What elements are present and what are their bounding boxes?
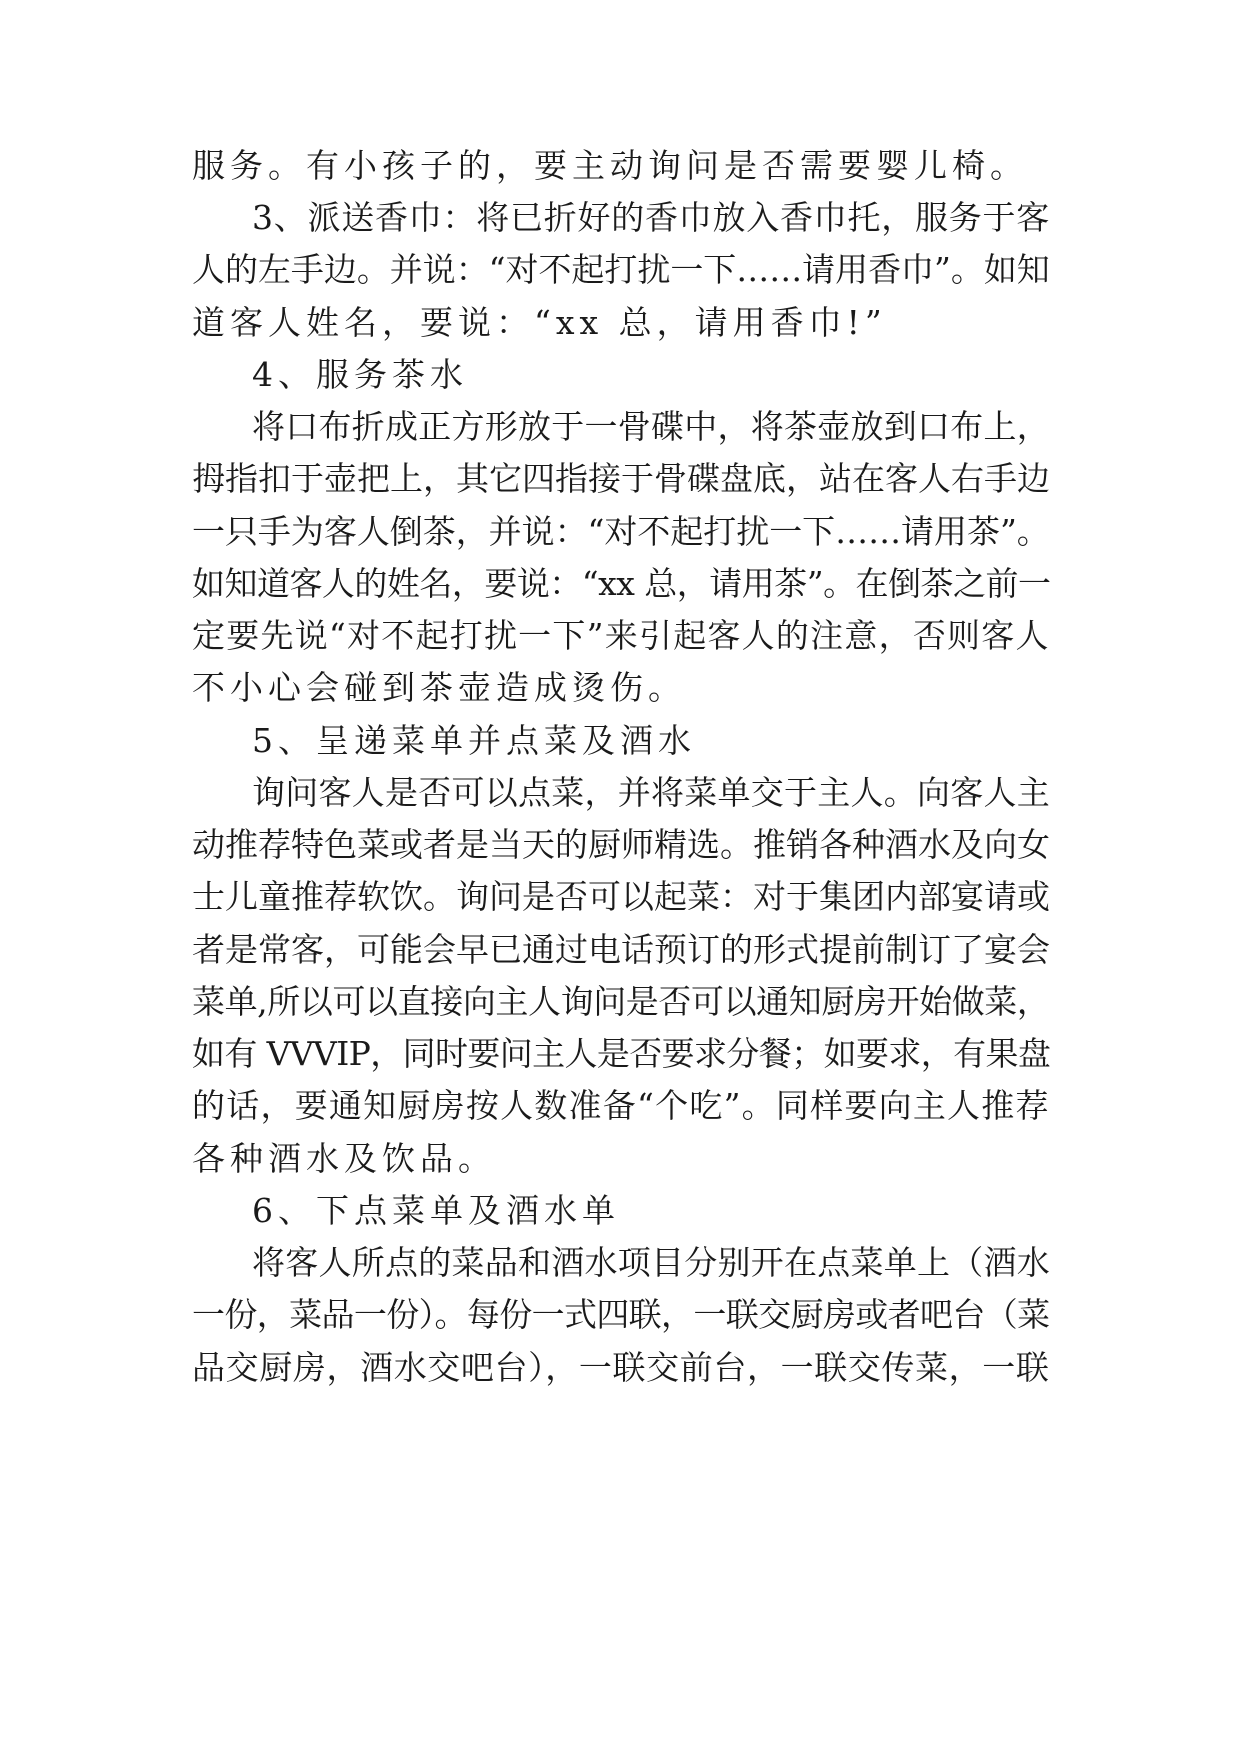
- section-heading: 5、呈递菜单并点菜及酒水: [252, 721, 696, 760]
- text-line: 将客人所点的菜品和酒水项目分别开在点菜单上（酒水: [252, 1243, 1050, 1282]
- text-line: 定要先说“对不起打扰一下”来引起客人的注意，否则客人: [192, 616, 1050, 655]
- text-line: 如知道客人的姓名，要说：“xx 总，请用茶”。在倒茶之前一: [192, 564, 1051, 603]
- text-line: 询问客人是否可以点菜，并将菜单交于主人。向客人主: [252, 773, 1050, 812]
- text-line: 拇指扣于壶把上，其它四指接于骨碟盘底，站在客人右手边: [192, 459, 1050, 498]
- text-line: 一只手为客人倒茶，并说：“对不起打扰一下……请用茶”。: [192, 512, 1050, 551]
- text-line: 如有 VVVIP，同时要问主人是否要求分餐；如要求，有果盘: [192, 1034, 1051, 1073]
- text-line: 品交厨房，酒水交吧台），一联交前台，一联交传菜，一联: [192, 1348, 1050, 1387]
- text-line: 各种酒水及饮品。: [192, 1139, 496, 1178]
- section-heading: 6、下点菜单及酒水单: [252, 1191, 620, 1230]
- text-line: 将口布折成正方形放于一骨碟中，将茶壶放到口布上，: [252, 407, 1050, 446]
- text-line: 士儿童推荐软饮。询问是否可以起菜：对于集团内部宴请或: [192, 877, 1050, 916]
- text-line: 人的左手边。并说：“对不起打扰一下……请用香巾”。如知: [192, 250, 1050, 289]
- text-line: 者是常客，可能会早已通过电话预订的形式提前制订了宴会: [192, 930, 1050, 969]
- text-line: 不小心会碰到茶壶造成烫伤。: [192, 668, 686, 707]
- text-line: 3、派送香巾：将已折好的香巾放入香巾托，服务于客: [252, 198, 1050, 237]
- text-line: 服务。有小孩子的，要主动询问是否需要婴儿椅。: [192, 146, 1028, 185]
- text-line: 动推荐特色菜或者是当天的厨师精选。推销各种酒水及向女: [192, 825, 1050, 864]
- section-heading: 4、服务茶水: [252, 355, 468, 394]
- text-line: 一份，菜品一份）。每份一式四联，一联交厨房或者吧台（菜: [192, 1295, 1050, 1334]
- text-line: 道客人姓名，要说：“xx 总，请用香巾!”: [192, 303, 887, 342]
- text-line: 菜单,所以可以直接向主人询问是否可以通知厨房开始做菜，: [192, 982, 1050, 1021]
- text-line: 的话，要通知厨房按人数准备“个吃”。同样要向主人推荐: [192, 1086, 1050, 1125]
